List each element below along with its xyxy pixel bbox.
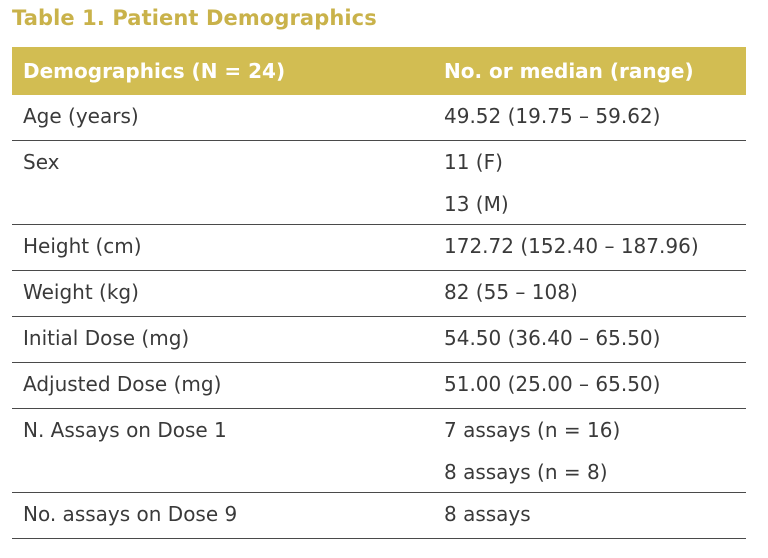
- row-value: 51.00 (25.00 – 65.50): [444, 372, 661, 396]
- row-label: Adjusted Dose (mg): [23, 372, 222, 396]
- table-row: [12, 409, 746, 493]
- table-row: [12, 225, 746, 271]
- row-label: Age (years): [23, 104, 139, 128]
- row-value: 11 (F): [444, 150, 503, 174]
- table-row: [12, 493, 746, 539]
- row-value: 54.50 (36.40 – 65.50): [444, 326, 661, 350]
- row-value: 172.72 (152.40 – 187.96): [444, 234, 699, 258]
- table-row: [12, 317, 746, 363]
- row-value: 13 (M): [444, 192, 509, 216]
- row-value: 82 (55 – 108): [444, 280, 578, 304]
- row-value: 8 assays (n = 8): [444, 460, 608, 484]
- row-label: Initial Dose (mg): [23, 326, 190, 350]
- table-row: [12, 271, 746, 317]
- row-label: Weight (kg): [23, 280, 139, 304]
- table-row: [12, 363, 746, 409]
- row-value: 49.52 (19.75 – 59.62): [444, 104, 661, 128]
- row-value: 8 assays: [444, 502, 531, 526]
- row-label: N. Assays on Dose 1: [23, 418, 227, 442]
- row-label: Height (cm): [23, 234, 142, 258]
- table-title: Table 1. Patient Demographics: [12, 6, 377, 30]
- header-demographics: Demographics (N = 24): [23, 59, 286, 83]
- row-label: No. assays on Dose 9: [23, 502, 238, 526]
- row-value: 7 assays (n = 16): [444, 418, 621, 442]
- table-header-row: [12, 47, 746, 95]
- row-label: Sex: [23, 150, 60, 174]
- header-values: No. or median (range): [444, 59, 694, 83]
- table-row: [12, 141, 746, 225]
- table-row: [12, 95, 746, 141]
- demographics-table: [12, 47, 746, 539]
